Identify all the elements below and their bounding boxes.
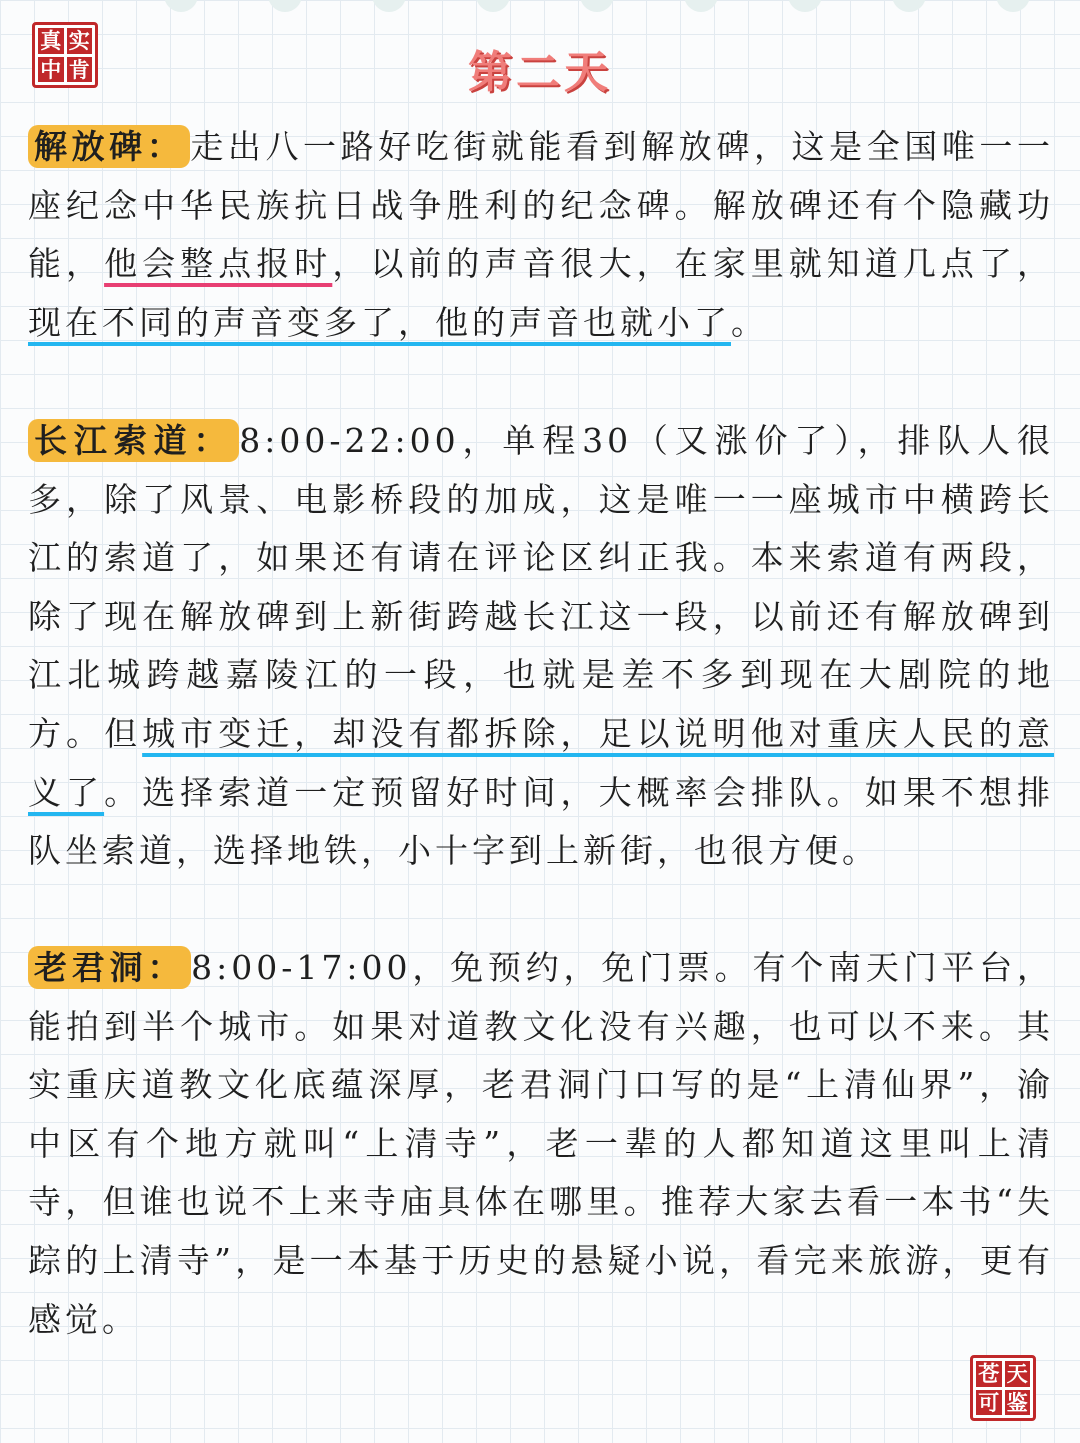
notebook-ring: [164, 0, 198, 12]
notebook-ring: [788, 0, 822, 12]
notebook-ring: [372, 0, 406, 12]
seal-char: 肯: [67, 57, 93, 83]
highlight-blue: 城市变迁，却没有都拆除，足以说明他对重庆人民的意义了: [28, 713, 1055, 812]
notebook-ring: [892, 0, 926, 12]
seal-char: 真: [38, 28, 64, 54]
seal-char: 苍: [976, 1361, 1002, 1387]
highlight-blue: 现在不同的声音变多了，他的声音也就小了: [28, 302, 731, 342]
section-text: 走出八一路好吃街就能看到解放碑，这是全国唯一一座纪念中华民族抗日战争胜利的纪念碑。解放碑还有个隐藏功能，: [28, 127, 1055, 284]
section-text: 。: [731, 302, 768, 342]
seal-char: 天: [1005, 1361, 1031, 1387]
section-tag: 解放碑：: [28, 125, 190, 168]
seal-char: 中: [38, 57, 64, 83]
section-jiefangbei: [28, 118, 1054, 352]
highlight-pink: 他会整点报时: [104, 244, 333, 284]
section-text: 8:00-22:00，单程30（又涨价了），排队人很多，除了风景、电影桥段的加成，这是唯一一座城市中横跨长江的索道了，如果还有请在评论区纠正我。本来索道有两段，除了现在解放碑到上新街跨越长江这一段，以前还有解放碑到江北城跨越嘉陵江的一段，也就是差不多到现在大剧院的地方。但: [28, 421, 1054, 753]
notebook-ring: [580, 0, 614, 12]
seal-char: 鉴: [1005, 1390, 1031, 1416]
section-text: 8:00-17:00，免预约，免门票。有个南天门平台，能拍到半个城市。如果对道教文化没有兴趣，也可以不来。其实重庆道教文化底蕴深厚，老君洞门口写的是“上清仙界”，渝中区有个地方就叫“上清寺”，老一辈的人都知道这里叫上清寺，但谁也说不上来寺庙具体在哪里。推荐大家去看一本书“失踪的上清寺”，是一本基于历史的悬疑小说，看完来旅游，更有感觉。: [28, 948, 1054, 1339]
section-laojundong: [28, 939, 1054, 1349]
section-cableway: [28, 412, 1054, 881]
seal-char: 实: [67, 28, 93, 54]
section-text: ，以前的声音很大，在家里就知道几点了，: [332, 244, 1055, 284]
notebook-ring: [996, 0, 1030, 12]
section-tag: 老君洞：: [28, 946, 191, 989]
section-tag: 长江索道：: [28, 419, 239, 462]
seal-stamp-bottom-right: [970, 1355, 1036, 1421]
section-text: 。选择索道一定预留好时间，大概率会排队。如果不想排队坐索道，选择地铁，小十字到上新街，也很方便。: [28, 772, 1055, 871]
notebook-ring: [684, 0, 718, 12]
page-title: 第二天: [468, 47, 612, 98]
notebook-ring: [476, 0, 510, 12]
notebook-ring: [268, 0, 302, 12]
seal-char: 可: [976, 1390, 1002, 1416]
